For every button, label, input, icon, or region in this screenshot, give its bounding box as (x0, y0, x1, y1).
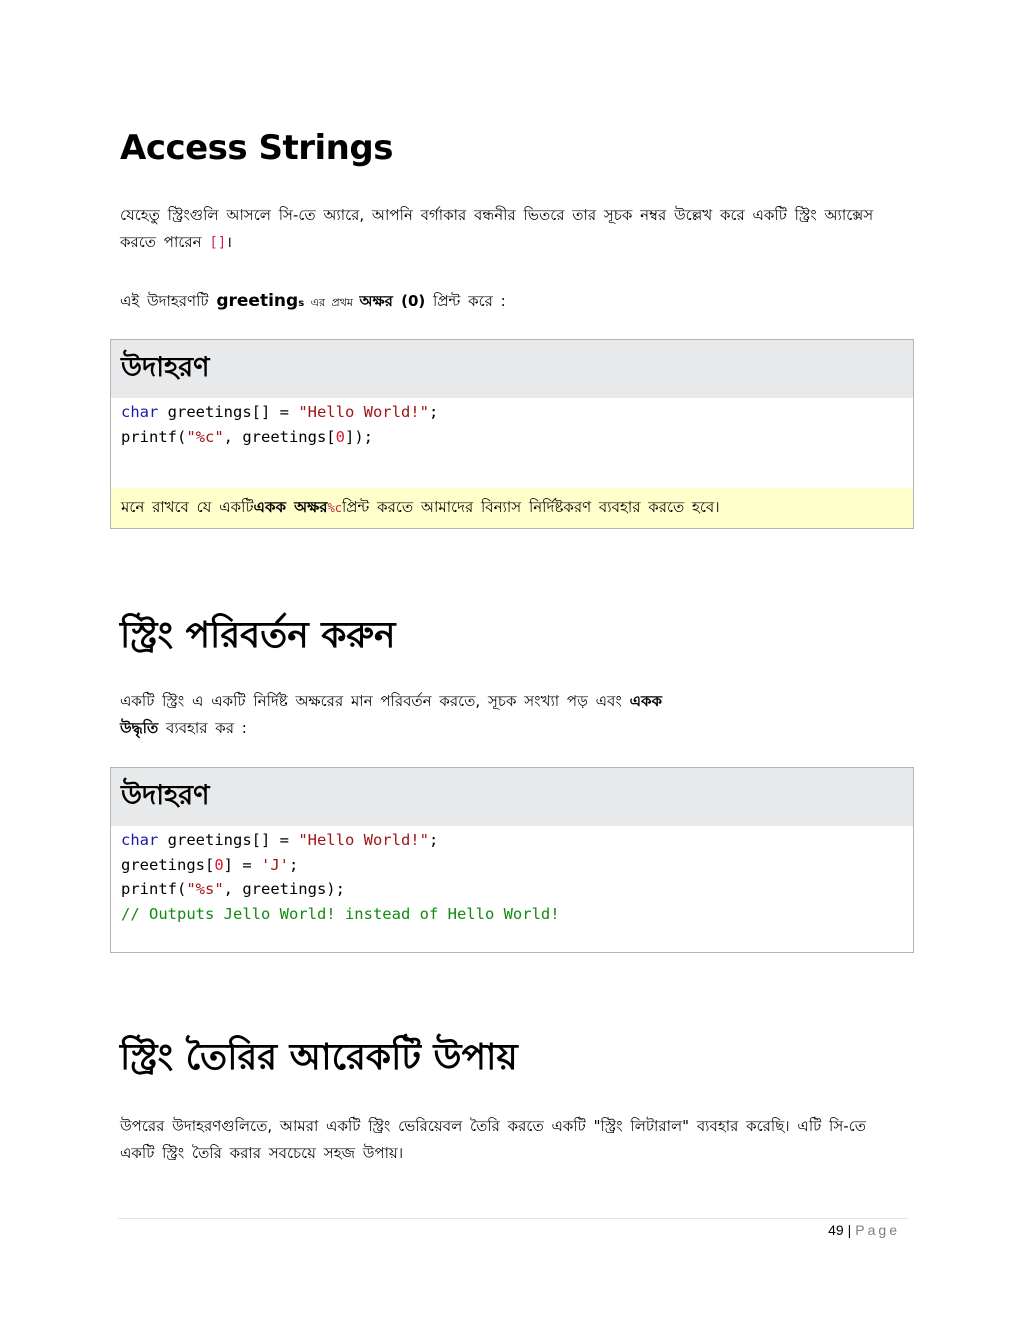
para2-letter-zero: অক্ষর (0) (359, 292, 426, 310)
code-line: char greetings[] = "Hello World!"; (121, 403, 439, 421)
page-footer (828, 1222, 900, 1238)
note-code: %c (327, 501, 343, 515)
example-header (111, 340, 913, 398)
para2-suffix: s (298, 298, 305, 309)
para3-part-a: একটি স্ট্রিং এ একটি নির্দিষ্ট অক্ষরের মান পরিবর্তন করতে, সূচক সংখ্যা পড় এবং (120, 692, 630, 710)
example-heading: উদাহরণ (121, 351, 210, 383)
code-block (111, 826, 913, 926)
para1-text: যেহেতু স্ট্রিংগুলি আসলে সি-তে অ্যারে, আপনি বর্গাকার বন্ধনীর ভিতরে তার সূচক নম্বর উল্লেখ করে একটি স্ট্রিং অ্যাক্সেস করতে পারেন (120, 206, 874, 251)
page-number: 49 (828, 1222, 844, 1238)
note-box (111, 488, 913, 528)
paragraph-change-intro (120, 688, 900, 742)
para2-part-f: প্রিন্ট করে : (425, 292, 506, 310)
heading-another-way: স্ট্রিং তৈরির আরেকটি উপায় (120, 1037, 518, 1078)
example-header (111, 768, 913, 826)
inline-code-brackets: [] (209, 235, 227, 251)
note-part-a: মনে রাখবে যে একটি (121, 497, 254, 516)
para3-part-d: ব্যবহার কর : (158, 719, 247, 737)
example-box-change (110, 767, 914, 953)
para2-greeting: greeting (216, 291, 299, 311)
example-box-access (110, 339, 914, 529)
code-line: greetings[0] = 'J'; (121, 855, 299, 874)
para1-end: । (226, 233, 232, 251)
code-line: printf("%s", greetings); (121, 880, 345, 898)
page-label: Page (855, 1222, 900, 1238)
footer-separator: | (847, 1222, 852, 1238)
paragraph-string-literal: উপরের উদাহরণগুলিতে, আমরা একটি স্ট্রিং ভেরিয়েবল তৈরি করতে একটি "স্ট্রিং লিটারাল" ব্যবহার করেছি। এটি সি-তে একটি স্ট্রিং তৈরি করার সবচেয়ে সহজ উপায়। (120, 1117, 867, 1162)
paragraph-access-intro (120, 202, 900, 257)
para2-part-a: এই উদাহরণটি (120, 292, 217, 310)
code-block (111, 398, 913, 449)
para2-part-d: এর প্রথম (304, 296, 360, 309)
heading-access-strings: Access Strings (120, 128, 393, 168)
example-heading: উদাহরণ (121, 779, 210, 811)
heading-change-string: স্ট্রিং পরিবর্তন করুন (120, 615, 396, 656)
code-line: char greetings[] = "Hello World!"; (121, 831, 439, 849)
paragraph-example-intro (120, 288, 900, 317)
para3-bold-single: একক (629, 692, 662, 710)
para3-bold-quote: উদ্ধৃতি (120, 719, 159, 737)
note-part-c: প্রিন্ট করতে আমাদের বিন্যাস নির্দিষ্টকরণ ব্যবহার করতে হবে। (342, 497, 720, 516)
code-line: printf("%c", greetings[0]); (121, 427, 373, 446)
note-bold: একক অক্ষর (253, 497, 328, 516)
footer-divider (118, 1218, 908, 1219)
code-comment: // Outputs Jello World! instead of Hello World! (121, 904, 560, 923)
